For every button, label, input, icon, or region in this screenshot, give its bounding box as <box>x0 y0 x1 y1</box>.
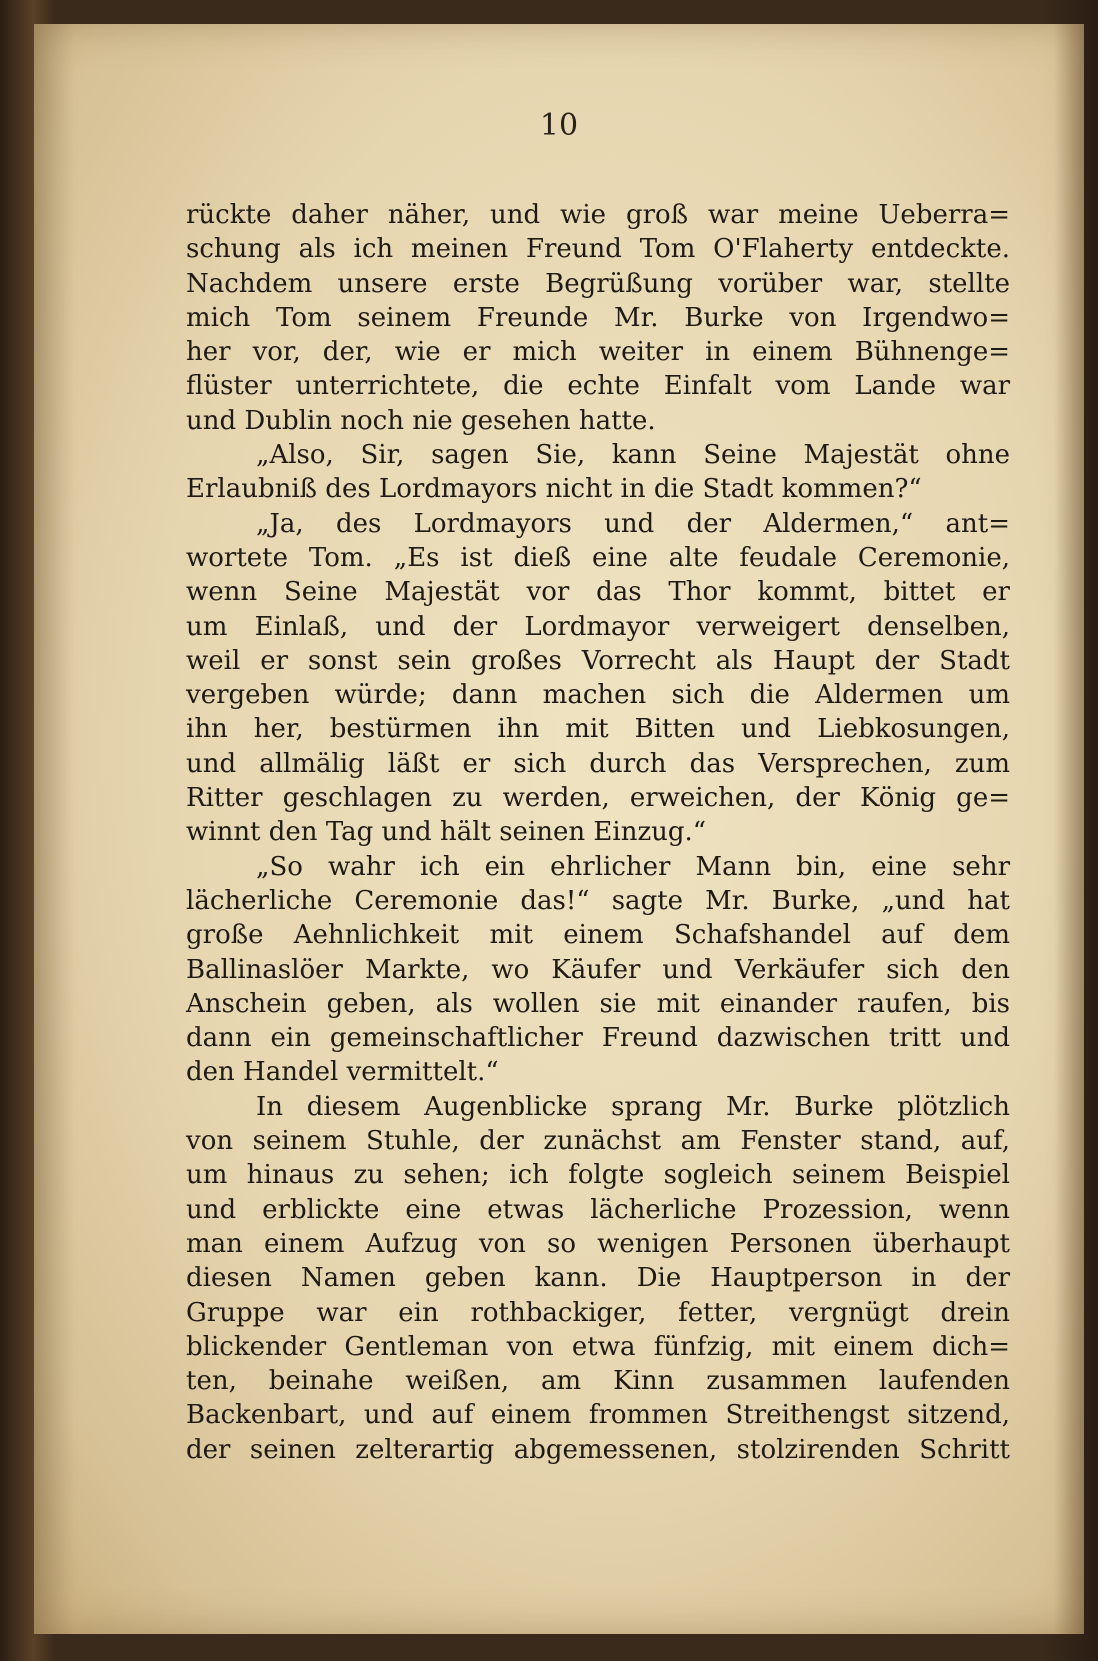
text-line: ten, beinahe weißen, am Kinn zusammen laufenden <box>186 1366 1010 1397</box>
text-line: weil er sonst sein großes Vorrecht als Haupt der Stadt <box>186 645 1010 676</box>
text-line: Ballinaslöer Markte, wo Käufer und Verkäufer sich den <box>186 954 1010 985</box>
text-line: Erlaubniß des Lordmayors nicht in die Stadt kommen?“ <box>186 474 922 505</box>
text-line: Ritter geschlagen zu werden, erweichen, der König ge= <box>186 783 1010 814</box>
text-line: schung als ich meinen Freund Tom O'Flaherty entdeckte. <box>186 234 1010 265</box>
text-line: lächerliche Ceremonie das!“ sagte Mr. Burke, „und hat <box>186 885 1010 916</box>
text-line: man einem Aufzug von so wenigen Personen überhaupt <box>186 1228 1010 1259</box>
text-line: Anschein geben, als wollen sie mit einander raufen, bis <box>186 988 1010 1019</box>
text-line: und allmälig läßt er sich durch das Versprechen, zum <box>186 748 1010 779</box>
page-paper <box>34 24 1084 1634</box>
text-line: her vor, der, wie er mich weiter in einem Bühnenge= <box>186 337 1010 368</box>
text-line: winnt den Tag und hält seinen Einzug.“ <box>186 817 707 848</box>
text-line: große Aehnlichkeit mit einem Schafshandel auf dem <box>186 920 1010 951</box>
text-line: und Dublin noch nie gesehen hatte. <box>186 405 656 436</box>
text-line: um hinaus zu sehen; ich folgte sogleich seinem Beispiel <box>186 1160 1010 1191</box>
text-line: blickender Gentleman von etwa fünfzig, mit einem dich= <box>186 1331 1010 1362</box>
text-line: Backenbart, und auf einem frommen Streithengst sitzend, <box>186 1400 1010 1431</box>
text-line: wortete Tom. „Es ist dieß eine alte feudale Ceremonie, <box>186 542 1010 573</box>
text-line: ihn her, bestürmen ihn mit Bitten und Liebkosungen, <box>186 714 1010 745</box>
text-line: In diesem Augenblicke sprang Mr. Burke plötzlich <box>256 1091 1010 1122</box>
text-line: von seinem Stuhle, der zunächst am Fenster stand, auf, <box>186 1126 1010 1157</box>
body-text <box>186 198 1010 1467</box>
text-line: „So wahr ich ein ehrlicher Mann bin, eine sehr <box>256 851 1010 882</box>
text-line: und erblickte eine etwas lächerliche Prozession, wenn <box>186 1194 1010 1225</box>
text-line: Nachdem unsere erste Begrüßung vorüber war, stellte <box>186 268 1010 299</box>
text-line: diesen Namen geben kann. Die Hauptperson in der <box>186 1263 1010 1294</box>
text-line: flüster unterrichtete, die echte Einfalt vom Lande war <box>186 371 1010 402</box>
text-line: den Handel vermittelt.“ <box>186 1057 499 1088</box>
text-line: rückte daher näher, und wie groß war meine Ueberra= <box>186 200 1010 230</box>
text-line: mich Tom seinem Freunde Mr. Burke von Irgendwo= <box>186 302 1010 333</box>
text-line: vergeben würde; dann machen sich die Aldermen um <box>186 680 1010 711</box>
text-line: wenn Seine Majestät vor das Thor kommt, bittet er <box>186 577 1010 608</box>
text-line: um Einlaß, und der Lordmayor verweigert denselben, <box>186 611 1010 642</box>
text-line: „Also, Sir, sagen Sie, kann Seine Majestät ohne <box>256 440 1010 471</box>
text-line: dann ein gemeinschaftlicher Freund dazwischen tritt und <box>186 1023 1010 1054</box>
text-line: „Ja, des Lordmayors und der Aldermen,“ ant= <box>256 508 1010 539</box>
text-line: Gruppe war ein rothbackiger, fetter, vergnügt drein <box>186 1297 1010 1328</box>
page-number: 10 <box>539 108 579 143</box>
text-line: der seinen zelterartig abgemessenen, stolzirenden Schritt <box>186 1434 1010 1465</box>
